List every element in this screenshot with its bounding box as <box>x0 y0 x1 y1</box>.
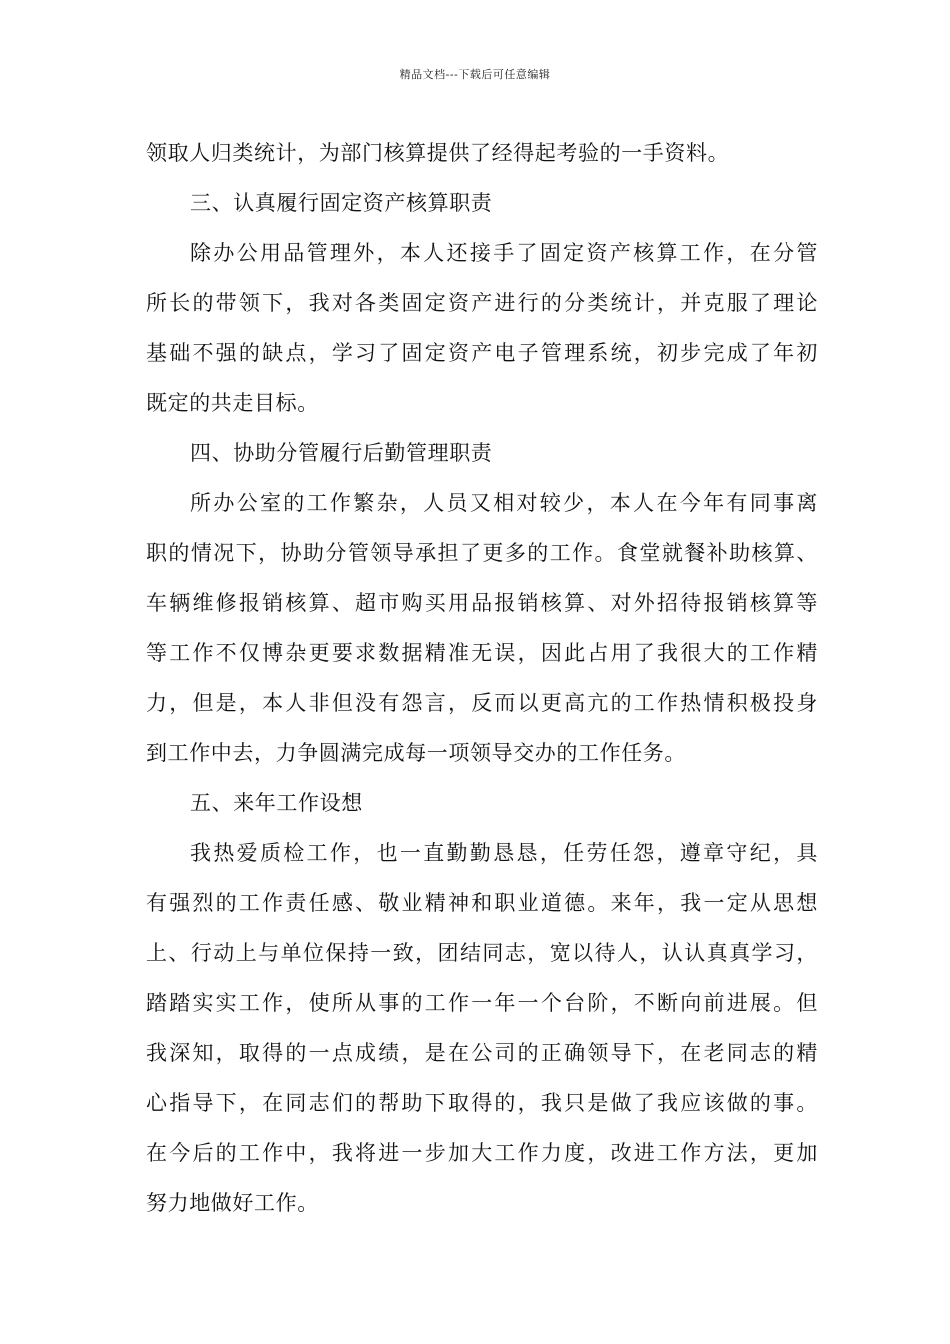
text-line: 心指导下，在同志们的帮助下取得的，我只是做了我应该做的事。 <box>146 1091 818 1115</box>
text-line: 基础不强的缺点，学习了固定资产电子管理系统，初步完成了年初 <box>146 341 818 365</box>
paragraph <box>146 228 818 428</box>
paragraph <box>146 828 818 1228</box>
text-line: 除办公用品管理外，本人还接手了固定资产核算工作，在分管 <box>190 241 818 265</box>
section-heading-3 <box>146 178 818 228</box>
heading-text: 五、来年工作设想 <box>190 791 363 815</box>
text-line: 我深知，取得的一点成绩，是在公司的正确领导下，在老同志的精 <box>146 1041 818 1065</box>
section-heading-4 <box>146 428 818 478</box>
text-line: 努力地做好工作。 <box>146 1191 319 1215</box>
text-line: 等工作不仅博杂更要求数据精准无误，因此占用了我很大的工作精 <box>146 641 818 665</box>
paragraph-continuation <box>146 128 818 178</box>
text-line: 踏踏实实工作，使所从事的工作一年一个台阶，不断向前进展。但 <box>146 991 818 1015</box>
text-line: 领取人归类统计，为部门核算提供了经得起考验的一手资料。 <box>146 141 730 165</box>
text-line: 在今后的工作中，我将进一步加大工作力度，改进工作方法，更加 <box>146 1141 818 1165</box>
paragraph <box>146 478 818 778</box>
heading-text: 三、认真履行固定资产核算职责 <box>190 191 493 215</box>
text-line: 上、行动上与单位保持一致，团结同志，宽以待人，认认真真学习， <box>146 941 818 965</box>
text-line: 车辆维修报销核算、超市购买用品报销核算、对外招待报销核算等 <box>146 591 818 615</box>
text-line: 有强烈的工作责任感、敬业精神和职业道德。来年，我一定从思想 <box>146 891 818 915</box>
text-line: 所办公室的工作繁杂，人员又相对较少，本人在今年有同事离 <box>190 491 818 515</box>
text-line: 到工作中去，力争圆满完成每一项领导交办的工作任务。 <box>146 741 686 765</box>
document-body <box>146 128 818 1228</box>
text-line: 职的情况下，协助分管领导承担了更多的工作。食堂就餐补助核算、 <box>146 541 818 565</box>
page-header: 精品文档---下载后可任意编辑 <box>399 68 551 81</box>
heading-text: 四、协助分管履行后勤管理职责 <box>190 441 493 465</box>
text-line: 所长的带领下，我对各类固定资产进行的分类统计，并克服了理论 <box>146 291 818 315</box>
text-line: 既定的共走目标。 <box>146 391 319 415</box>
text-line: 力，但是，本人非但没有怨言，反而以更高亢的工作热情积极投身 <box>146 691 818 715</box>
section-heading-5 <box>146 778 818 828</box>
text-line: 我热爱质检工作，也一直勤勤恳恳，任劳任怨，遵章守纪，具 <box>190 841 818 865</box>
